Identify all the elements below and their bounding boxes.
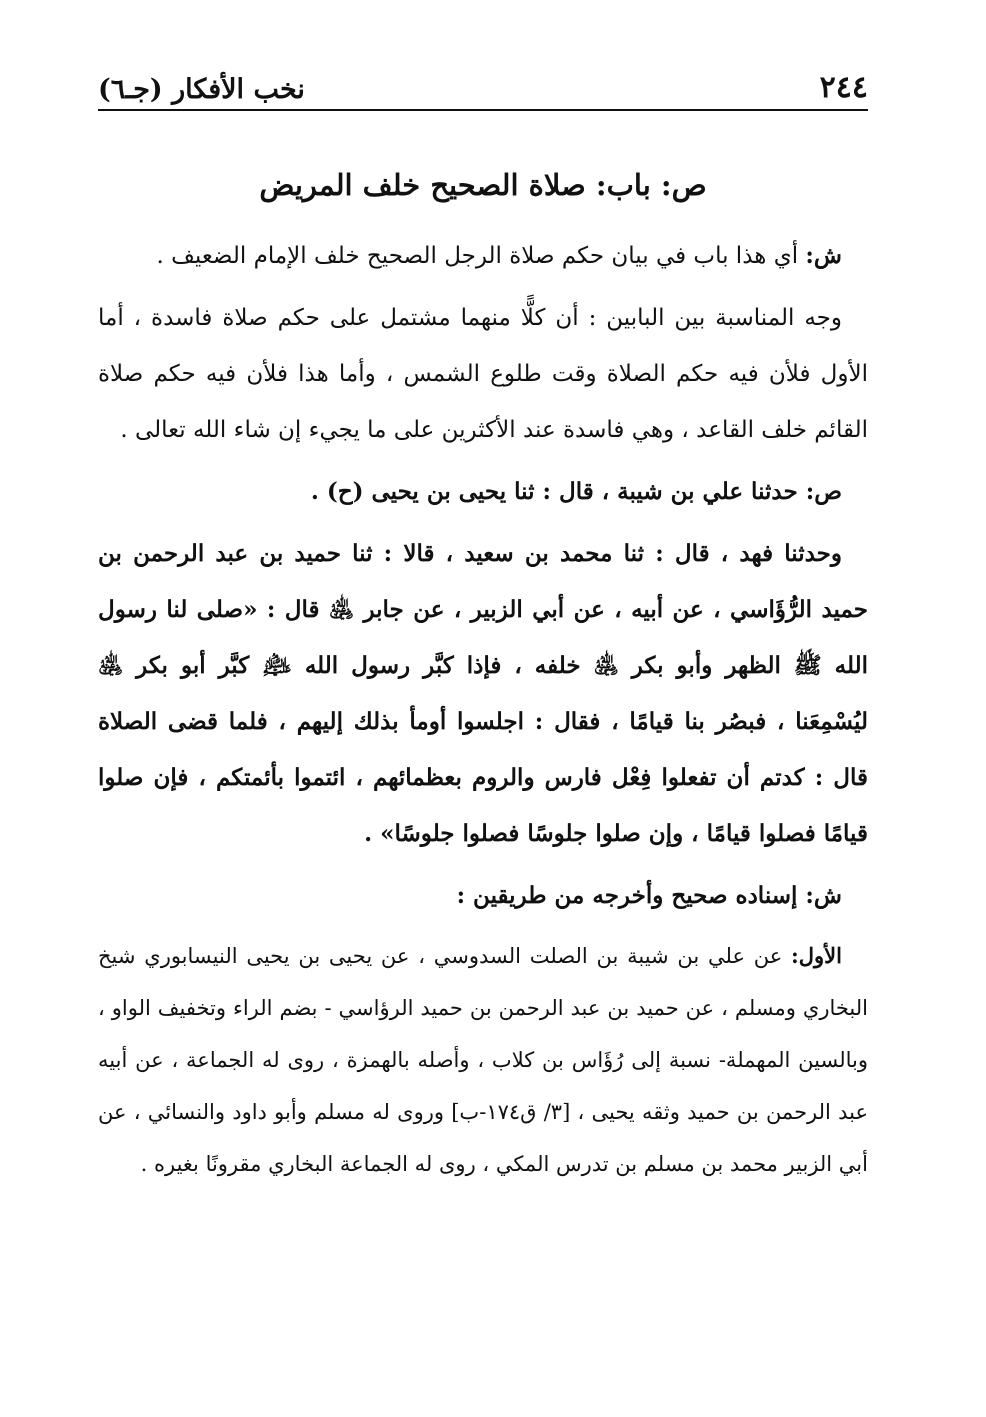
page-body — [98, 162, 868, 1196]
paragraph-relevance: وجه المناسبة بين البابين : أن كلًّا منهما مشتمل على حكم صلاة فاسدة ، أما الأول فلأن فيه حكم الصلاة وقت طلوع الشمس ، وأما هذا فلأن فيه حكم صلاة القائم خلف القاعد ، وهي فاسدة عند الأكثرين على ما يجيء إن شاء الله تعالى . — [98, 305, 868, 444]
paragraph-text: أي هذا باب في بيان حكم صلاة الرجل الصحيح خلف الإمام الضعيف . — [156, 243, 806, 270]
page-number: ٢٤٤ — [819, 70, 868, 105]
paragraph-first-route — [98, 930, 868, 1190]
paragraph-hadith: وحدثنا فهد ، قال : ثنا محمد بن سعيد ، قالا : ثنا حميد بن عبد الرحمن بن حميد الرُّؤَاسي ، عن أبيه ، عن أبي الزبير ، عن جابر ﵁ قال : «صلى لنا رسول الله ﷺ الظهر وأبو بكر ﵁ خلفه ، فإذا كبَّر رسول الله ﵇ كبَّر أبو بكر ﵁ ليُسْمِعَنا ، فبصُر بنا قيامًا ، فقال : اجلسوا أومأ بذلك إليهم ، فلما قضى الصلاة قال : كدتم أن تفعلوا فِعْل فارس والروم بعظمائهم ، ائتموا بأئمتكم ، فإن صلوا قيامًا فصلوا قيامًا ، وإن صلوا جلوسًا فصلوا جلوسًا» . — [98, 540, 868, 848]
paragraph-isnad-note: ش: إسناده صحيح وأخرجه من طريقين : — [456, 882, 842, 910]
book-title: نخب الأفكار (جـ٦) — [98, 74, 305, 105]
paragraph-text: عن علي بن شيبة بن الصلت السدوسي ، عن يحيى بن يحيى النيسابوري شيخ البخاري ومسلم ، عن حميد بن عبد الرحمن بن حميد الرؤاسي - بضم الراء وتخفيف الواو ، وبالسين المهملة- نسبة إلى رُؤَاس بن كلاب ، وأصله بالهمزة ، روى له الجماعة ، عن أبيه عبد الرحمن بن حميد وثقه يحيى ، [٣/ ق١٧٤-ب] وروى له مسلم وأبو داود والنسائي ، عن أبي الزبير محمد بن مسلم بن تدرس المكي ، روى له الجماعة البخاري مقرونًا بغيره . — [98, 944, 869, 1177]
running-header — [98, 55, 868, 111]
first-route-label: الأول: — [791, 943, 842, 969]
commentary-label: ش: — [805, 242, 842, 270]
paragraph-commentary-intro — [98, 228, 868, 284]
paragraph-chain-1: ص: حدثنا علي بن شيبة ، قال : ثنا يحيى بن يحيى (ح) . — [310, 478, 842, 506]
section-title: ص: باب: صلاة الصحيح خلف المريض — [259, 168, 707, 202]
